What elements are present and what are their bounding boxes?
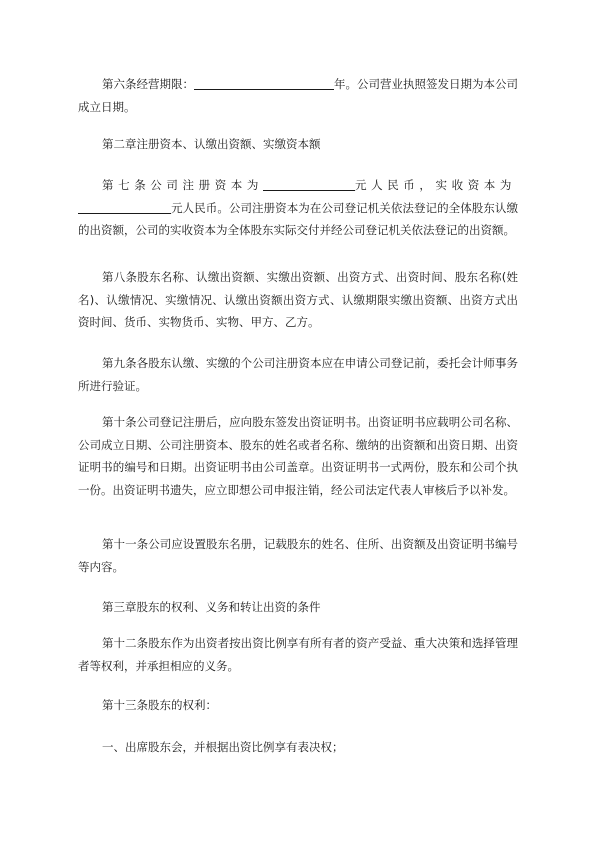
chapter-2-heading: 第二章注册资本、认缴出资额、实缴资本额 — [102, 137, 321, 151]
paid-in-capital-blank — [78, 200, 171, 214]
shareholder-right-1: 一、出席股东会，并根据出资比例享有表决权； — [102, 740, 344, 754]
article-6-prefix: 第六条经营期限： — [102, 77, 194, 91]
chapter-3-heading: 第三章股东的权利、义务和转让出资的条件 — [102, 600, 321, 614]
article-6-suffix: 年。公司营业执照签发日期为本公司成立日期。 — [78, 77, 518, 114]
article-7-part-c: 元人民币。公司注册资本为在公司登记机关依法登记的全体股东认缴的出资额，公司的实收资本为全体股东实际交付并经公司登记机关依法登记的出资额。 — [78, 200, 518, 237]
article-12-paragraph: 第十二条股东作为出资者按出资比例享有所有者的资产受益、重大决策和选择管理者等权利，并承担相应的义务。 — [78, 636, 518, 673]
registered-capital-blank — [263, 177, 355, 191]
article-7-paragraph — [78, 174, 518, 242]
article-6-paragraph — [78, 73, 518, 118]
article-7-part-a: 第七条公司注册资本为 — [102, 178, 263, 192]
article-8-paragraph: 第八条股东名称、认缴出资额、实缴出资额、出资方式、出资时间、股东名称(姓名)、认缴情况、实缴情况、认缴出资额出资方式、认缴期限实缴出资额、出资方式出资时间、货币、实物货币、实物、甲方、乙方。 — [78, 270, 518, 329]
article-7-part-b: 元人民币，实收资本为 — [355, 178, 516, 192]
operating-term-blank — [194, 76, 334, 90]
article-11-paragraph: 第十一条公司应设置股东名册，记载股东的姓名、住所、出资额及出资证明书编号等内容。 — [78, 537, 518, 574]
article-10-paragraph: 第十条公司登记注册后，应向股东签发出资证明书。出资证明书应载明公司名称、公司成立日期、公司注册资本、股东的姓名或者名称、缴纳的出资额和出资日期、出资证明书的编号和日期。出资证明书由公司盖章。出资证明书一式两份，股东和公司个执一份。出资证明书遗失，应立即想公司申报注销，经公司法定代表人审核后予以补发。 — [78, 415, 518, 497]
article-13-paragraph: 第十三条股东的权利： — [102, 698, 217, 712]
article-9-paragraph: 第九条各股东认缴、实缴的个公司注册资本应在申请公司登记前，委托会计师事务所进行验证。 — [78, 356, 518, 393]
